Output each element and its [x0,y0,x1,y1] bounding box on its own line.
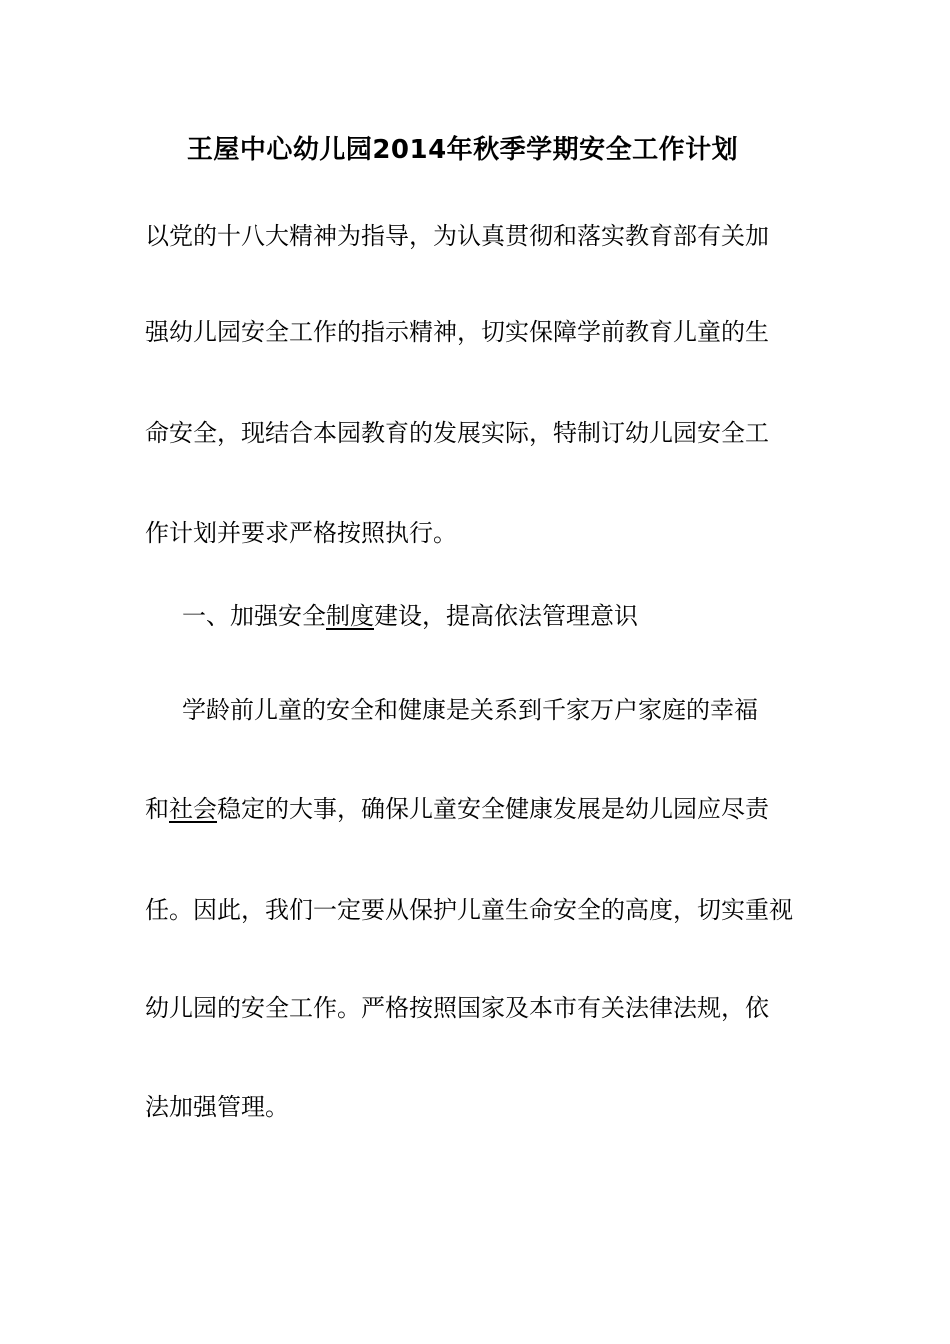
section-1-heading [182,596,852,636]
section-1-heading-link[interactable]: 制度 [326,602,374,630]
intro-line-2: 强幼儿园安全工作的指示精神，切实保障学前教育儿童的生 [145,318,769,346]
para-1-line-4: 幼儿园的安全工作。严格按照国家及本市有关法律法规，依 [145,994,769,1022]
para-1-line-1: 学龄前儿童的安全和健康是关系到千家万户家庭的幸福 [182,696,758,724]
para-1-line-2 [145,789,815,829]
para-1-line-5: 法加强管理。 [145,1093,289,1121]
para-1-link-society[interactable]: 社会 [169,795,217,823]
para-1-line-3: 任。因此，我们一定要从保护儿童生命安全的高度，切实重视 [145,896,793,924]
section-1-heading-part-a: 一、加强安全 [182,602,326,630]
para-1-line-2-part-a: 和 [145,795,169,823]
section-1-heading-part-b: 建设，提高依法管理意识 [374,602,638,630]
intro-line-1: 以党的十八大精神为指导，为认真贯彻和落实教育部有关加 [145,222,769,250]
document-title: 王屋中心幼儿园2014年秋季学期安全工作计划 [186,135,739,165]
intro-line-3: 命安全，现结合本园教育的发展实际，特制订幼儿园安全工 [145,419,769,447]
intro-line-4: 作计划并要求严格按照执行。 [145,519,457,547]
para-1-line-2-part-b: 稳定的大事，确保儿童安全健康发展是幼儿园应尽责 [217,795,769,823]
